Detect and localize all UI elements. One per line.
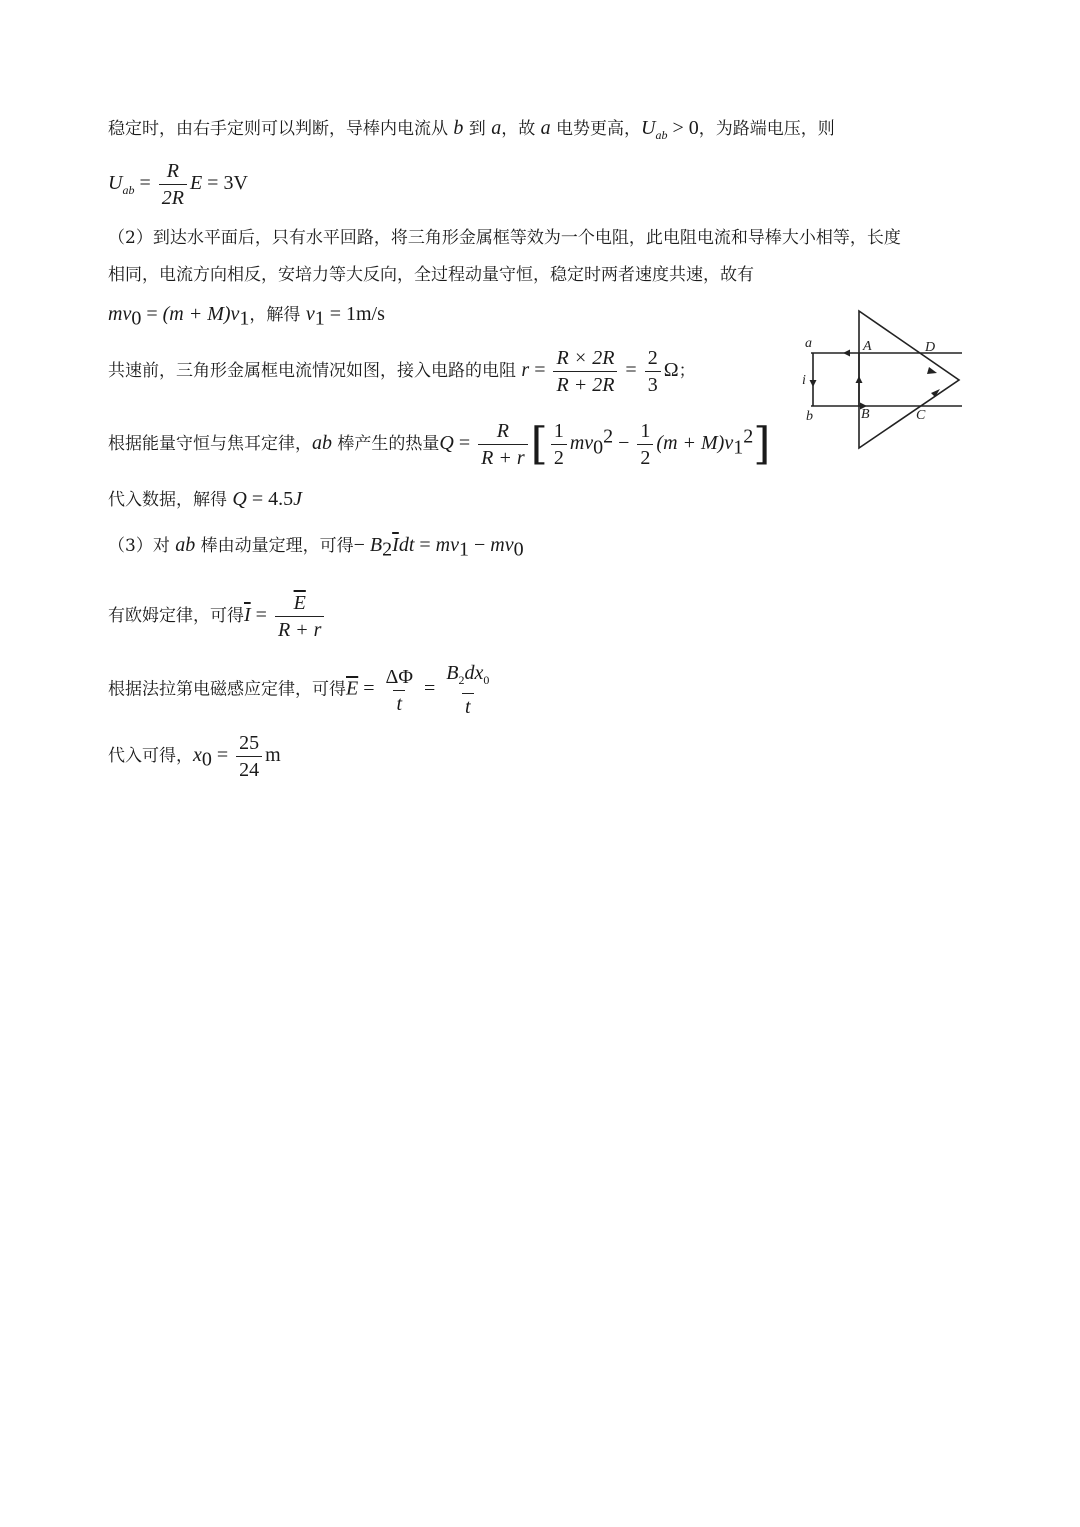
text-segment: 到 [463, 119, 492, 139]
fraction: $\frac{2}{3}$ [645, 345, 661, 398]
label-b: b [806, 409, 813, 424]
triangle-frame [859, 311, 959, 448]
label-C: C [916, 408, 926, 423]
x0-line: 代入可得，$x_0$ = $\frac{25}{24}$ m [108, 732, 281, 781]
result-q-line: 代入数据，解得 Q = 4.5J [108, 488, 303, 510]
momentum-line: $mv_0 = (m + M)v_1$，解得 $v_1 = 1m/s$ [108, 303, 385, 330]
label-B: B [861, 407, 870, 422]
fraction: $\frac{R}{R + r}$ [478, 418, 528, 471]
arrow-down-icon [810, 380, 817, 387]
label-D: D [925, 340, 936, 355]
text-segment: 电势更高， [550, 119, 642, 139]
faraday-line: 根据法拉第电磁感应定律，可得$\overline{E}$ = $\frac{\Delta\Phi}{t}$ = $\frac{B_2dx_0}{t}$ [108, 660, 495, 720]
part2-line-2: 相同，电流方向相反，安培力等大反向，全过程动量守恒，稳定时两者速度共速，故有 [108, 265, 754, 285]
part3-line: （3）对 ab 棒由动量定理，可得− $B_2\overline{I}dt = mv_1 - mv_0$ [108, 534, 524, 561]
var-a: a [491, 117, 502, 139]
line-1 [108, 116, 835, 147]
fraction: $\frac{25}{24}$ [236, 730, 262, 783]
label-i: i [802, 373, 806, 388]
circuit-figure [795, 303, 975, 458]
fraction: $\frac{R}{2R}$ [159, 158, 187, 211]
part2-line-1: （2）到达水平面后，只有水平回路，将三角形金属框等效为一个电阻，此电阻电流和导棒大小相等，长度 [108, 228, 901, 248]
equation-uab-positive: $U_{ab} > 0$ [641, 117, 699, 142]
text-segment: ，为路端电压，则 [698, 119, 835, 139]
fraction: $\frac{R \times 2R}{R + 2R}$ [553, 345, 617, 398]
arrow-up-icon [856, 376, 863, 383]
equation-uab: $U_{ab}$ = $\frac{R}{2R}$ E = 3V [108, 160, 248, 209]
var-b: b [453, 117, 464, 139]
resistance-line: 共速前，三角形金属框电流情况如图，接入电路的电阻 r = $\frac{R \times 2R}{R + 2R}$ = $\frac{2}{3}$ Ω； [108, 347, 696, 396]
fraction: $\frac{\overline{E}}{R + r}$ [275, 590, 325, 643]
text-segment: 稳定时，由右手定则可以判断，导棒内电流从 [108, 119, 454, 139]
label-A: A [863, 339, 872, 354]
arrow-left-icon [843, 350, 850, 357]
fraction: $\frac{1}{2}$ [637, 418, 653, 471]
fraction: $\frac{1}{2}$ [551, 418, 567, 471]
heat-line: 根据能量守恒与焦耳定律，ab 棒产生的热量Q = $\frac{R}{R + r}$ [ $\frac{1}{2}$ $mv_0^2$ − $\frac{1}{2}$ $(m + M)v_1^2$] [108, 418, 771, 470]
label-a: a [805, 336, 812, 351]
arrow-diagonal-icon [927, 367, 937, 374]
fraction: $\frac{\Delta\Phi}{t}$ [385, 665, 413, 715]
ohm-line: 有欧姆定律，可得$\overline{I}$ = $\frac{\overline{E}}{R + r}$ [108, 590, 327, 643]
fraction: $\frac{B_2dx_0}{t}$ [446, 662, 490, 718]
text-segment: ，故 [501, 119, 541, 139]
var-a: a [540, 117, 551, 139]
